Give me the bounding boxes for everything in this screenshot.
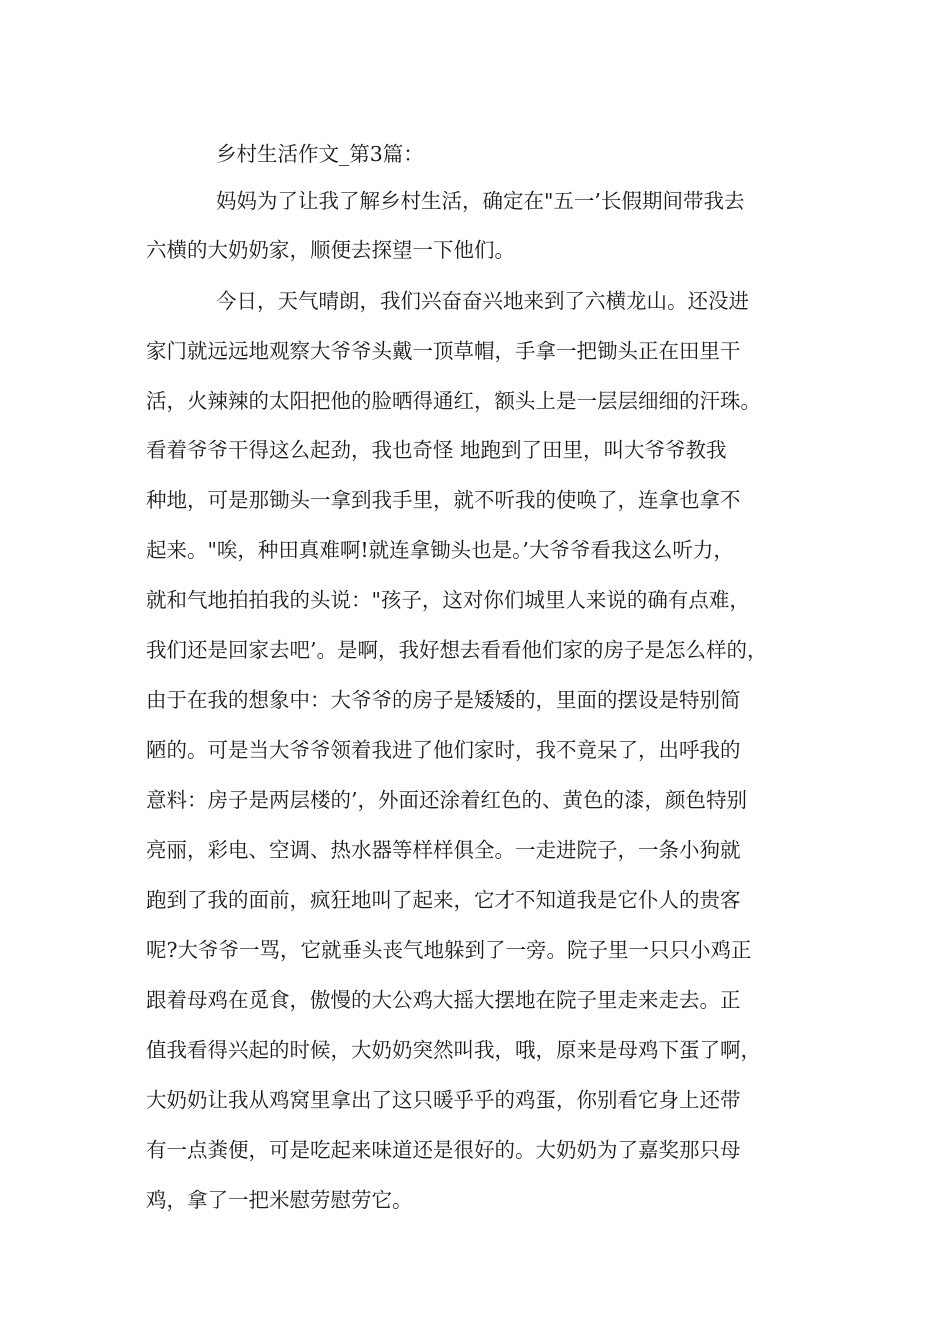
text-line: 家门就远远地观察大爷爷头戴一顶草帽，手拿一把锄头正在田里干 bbox=[146, 339, 741, 363]
text-line: 起来。"唉，种田真难啊!就连拿锄头也是。’大爷爷看我这么听力， bbox=[146, 538, 734, 562]
text-line: 意料：房子是两层楼的’，外面还涂着红色的、黄色的漆，颜色特别 bbox=[146, 788, 748, 812]
text-line: 鸡，拿了一把米慰劳慰劳它。 bbox=[146, 1188, 413, 1212]
text-line: 跑到了我的面前，疯狂地叫了起来，它才不知道我是它仆人的贵客 bbox=[146, 888, 741, 912]
text-line: 六横的大奶奶家，顺便去探望一下他们。 bbox=[146, 238, 515, 262]
text-line: 种地，可是那锄头一拿到我手里，就不听我的使唤了，连拿也拿不 bbox=[146, 488, 741, 512]
text-line: 值我看得兴起的时候，大奶奶突然叫我，哦，原来是母鸡下蛋了啊， bbox=[146, 1038, 761, 1062]
text-line: 由于在我的想象中：大爷爷的房子是矮矮的，里面的摆设是特别简 bbox=[146, 688, 741, 712]
text-line: 我们还是回家去吧’。是啊，我好想去看看他们家的房子是怎么样的， bbox=[146, 638, 768, 662]
text-line: 大奶奶让我从鸡窝里拿出了这只暖乎乎的鸡蛋，你别看它身上还带 bbox=[146, 1088, 741, 1112]
text-line: 跟着母鸡在觅食，傲慢的大公鸡大摇大摆地在院子里走来走去。正 bbox=[146, 988, 741, 1012]
text-line: 妈妈为了让我了解乡村生活，确定在"五一’长假期间带我去 bbox=[216, 189, 745, 213]
text-line: 呢?大爷爷一骂，它就垂头丧气地躲到了一旁。院子里一只只小鸡正 bbox=[146, 938, 752, 962]
text-line: 活，火辣辣的太阳把他的脸晒得通红，额头上是一层层细细的汗珠。 bbox=[146, 389, 761, 413]
text-line: 就和气地拍拍我的头说："孩子，这对你们城里人来说的确有点难， bbox=[146, 588, 750, 612]
text-line: 看着爷爷干得这么起劲，我也奇怪 地跑到了田里，叫大爷爷教我 bbox=[146, 438, 727, 462]
text-line: 陋的。可是当大爷爷领着我进了他们家时，我不竟呆了，出呼我的 bbox=[146, 738, 741, 762]
text-line: 亮丽，彩电、空调、热水器等样样俱全。一走进院子，一条小狗就 bbox=[146, 838, 741, 862]
text-line: 有一点粪便，可是吃起来味道还是很好的。大奶奶为了嘉奖那只母 bbox=[146, 1138, 741, 1162]
text-line: 今日，天气晴朗，我们兴奋奋兴地来到了六横龙山。还没进 bbox=[216, 289, 749, 313]
document-heading: 乡村生活作文_第3篇： bbox=[216, 142, 424, 166]
